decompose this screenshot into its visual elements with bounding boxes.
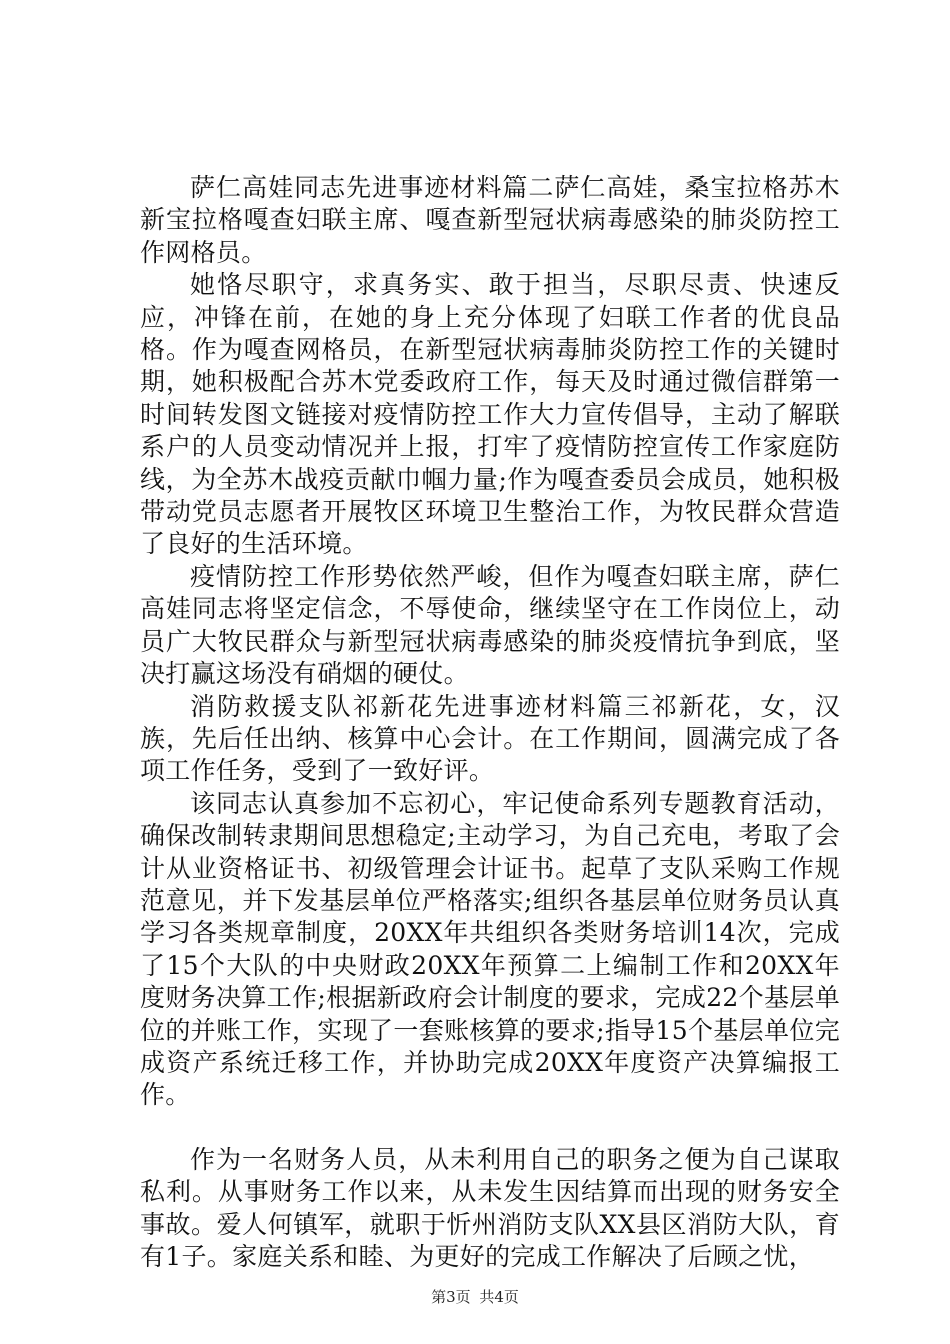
page-total: 共4页 xyxy=(479,1288,519,1306)
paragraph-qi-intro: 消防救援支队祁新花先进事迹材料篇三祁新花，女，汉族，先后任出纳、核算中心会计。在工作期间，圆满完成了各项工作任务，受到了一致好评。 xyxy=(140,691,840,786)
document-body xyxy=(140,172,840,1273)
page-number: 第3页 xyxy=(431,1288,471,1306)
paragraph-saren-intro: 萨仁高娃同志先进事迹材料篇二萨仁高娃，桑宝拉格苏木新宝拉格嘎查妇联主席、嘎查新型冠状病毒感染的肺炎防控工作网格员。 xyxy=(140,173,840,267)
paragraph-qi-work: 该同志认真参加不忘初心，牢记使命系列专题教育活动，确保改制转隶期间思想稳定;主动学习，为自己充电，考取了会计从业资格证书、初级管理会计证书。起草了支队采购工作规范意见，并下发基层单位严格落实;组织各基层单位财务员认真学习各类规章制度，20XX年共组织各类财务培训14次，完成了15个大队的中央财政20XX年预算二上编制工作和20XX年度财务决算工作;根据新政府会计制度的要求，完成22个基层单位的并账工作，实现了一套账核算的要求;指导15个基层单位完成资产系统迁移工作，并协助完成20XX年度资产决算编报工作。 xyxy=(140,788,840,1110)
paragraph-saren-duties: 她恪尽职守，求真务实、敢于担当，尽职尽责、快速反应，冲锋在前，在她的身上充分体现了妇联工作者的优良品格。作为嘎查网格员，在新型冠状病毒肺炎防控工作的关键时期，她积极配合苏木党委政府工作，每天及时通过微信群第一时间转发图文链接对疫情防控工作大力宣传倡导，主动了解联系户的人员变动情况并上报，打牢了疫情防控宣传工作家庭防线，为全苏木战疫贡献巾帼力量;作为嘎查委员会成员，她积极带动党员志愿者开展牧区环境卫生整治工作，为牧民群众营造了良好的生活环境。 xyxy=(140,270,840,559)
paragraph-qi-family: 作为一名财务人员，从未利用自己的职务之便为自己谋取私利。从事财务工作以来，从未发生因结算而出现的财务安全事故。爱人何镇军，就职于忻州消防支队XX县区消防大队，育有1子。家庭关系和睦、为更好的完成工作解决了后顾之忧， xyxy=(140,1144,840,1271)
page-footer xyxy=(0,1286,950,1307)
paragraph-saren-resolve: 疫情防控工作形势依然严峻，但作为嘎查妇联主席，萨仁高娃同志将坚定信念，不辱使命，继续坚守在工作岗位上，动员广大牧民群众与新型冠状病毒感染的肺炎疫情抗争到底，坚决打赢这场没有硝烟的硬仗。 xyxy=(140,561,840,689)
